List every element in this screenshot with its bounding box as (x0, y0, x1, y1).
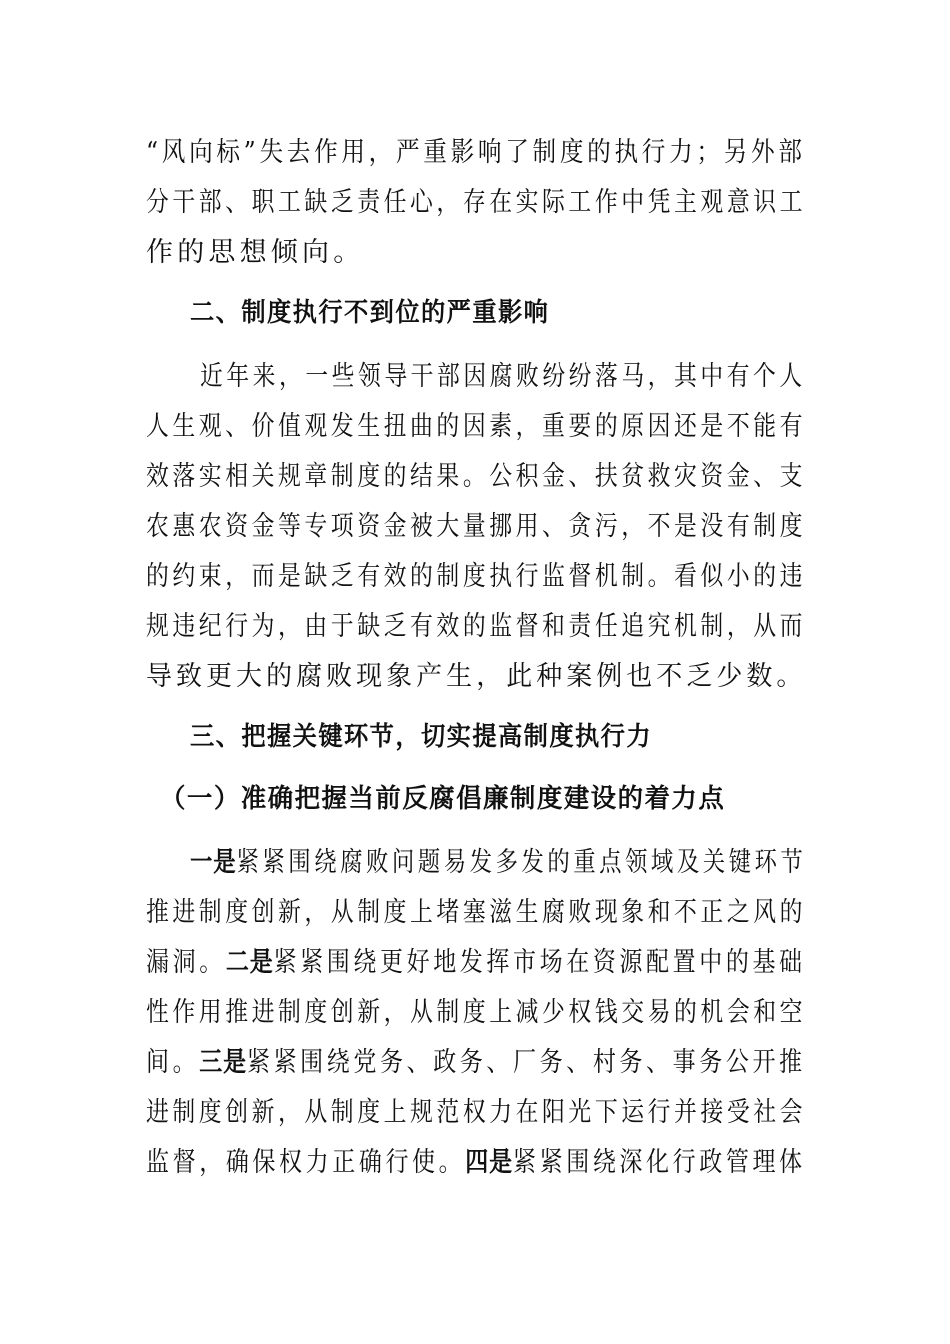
body-line: 作的思想倾向。 (146, 237, 365, 268)
body-line: 推进制度创新，从制度上堵塞滋生腐败现象和不正之风的 (146, 897, 807, 928)
body-text: 紧紧围绕更好地发挥市场在资源配置中的基础 (273, 947, 806, 978)
body-text: 紧紧围绕腐败问题易发多发的重点领域及关键环节 (236, 847, 807, 878)
subsection-heading-3-1: （一）准确把握当前反腐倡廉制度建设的着力点 (160, 784, 726, 814)
body-line: 进制度创新，从制度上规范权力在阳光下运行并接受社会 (146, 1097, 807, 1128)
body-line: 近年来，一些领导干部因腐败纷纷落马，其中有个人 (200, 361, 806, 392)
body-line: 的约束，而是缺乏有效的制度执行监督机制。看似小的违 (146, 561, 807, 592)
body-text: 紧紧围绕深化行政管理体 (513, 1147, 806, 1178)
body-line (146, 1046, 806, 1080)
body-text: 漏洞。 (146, 947, 226, 978)
body-line: 人生观、价值观发生扭曲的因素，重要的原因还是不能有 (146, 411, 807, 442)
body-text: 紧紧围绕党务、政务、厂务、村务、事务公开推 (246, 1047, 806, 1078)
body-text: 监督，确保权力正确行使。 (146, 1147, 466, 1178)
body-line: 农惠农资金等专项资金被大量挪用、贪污，不是没有制度 (146, 511, 807, 542)
body-line (146, 1146, 806, 1180)
bold-marker: 三是 (199, 1047, 247, 1078)
body-line: 规违纪行为，由于缺乏有效的监督和责任追究机制，从而 (146, 611, 807, 642)
bold-marker: 一是 (190, 847, 237, 878)
section-heading-2: 二、制度执行不到位的严重影响 (190, 298, 550, 328)
body-line: “风向标”失去作用，严重影响了制度的执行力；另外部 (146, 137, 806, 168)
body-line (190, 846, 807, 880)
bold-marker: 二是 (225, 947, 274, 978)
bold-marker: 四是 (465, 1147, 514, 1178)
body-text: 间。 (146, 1047, 200, 1078)
body-line: 导致更大的腐败现象产生，此种案例也不乏少数。 (146, 661, 807, 692)
section-heading-3: 三、把握关键环节，切实提高制度执行力 (190, 722, 652, 752)
body-line: 效落实相关规章制度的结果。公积金、扶贫救灾资金、支 (146, 461, 807, 492)
body-line (146, 946, 806, 980)
body-line: 分干部、职工缺乏责任心，存在实际工作中凭主观意识工 (146, 187, 807, 218)
body-line: 性作用推进制度创新，从制度上减少权钱交易的机会和空 (146, 997, 807, 1028)
